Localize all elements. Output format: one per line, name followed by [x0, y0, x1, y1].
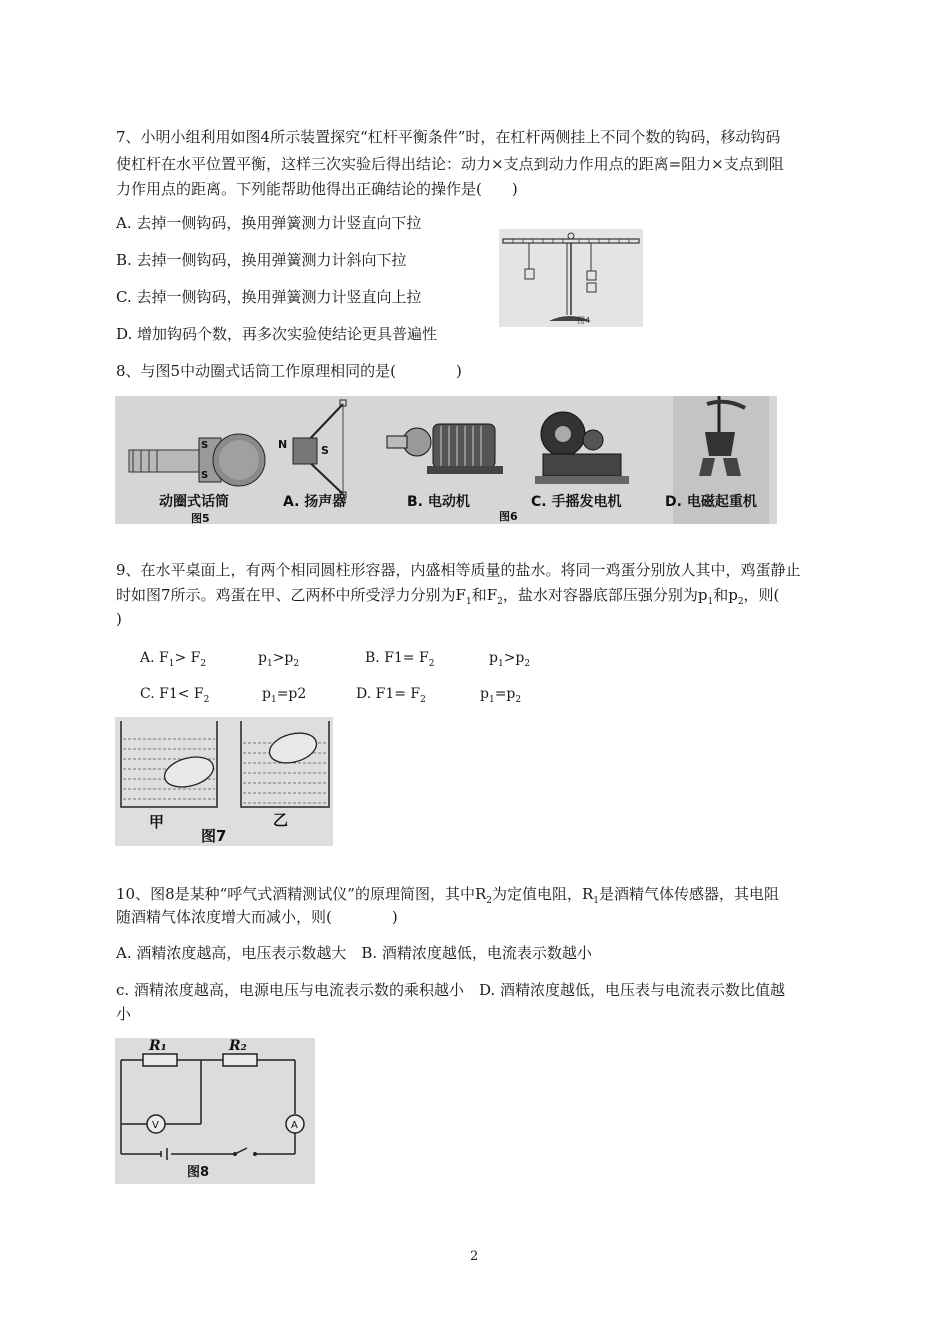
figure-8-circuit: [115, 1038, 315, 1184]
q9-option-b-force: B. $F1= F_2$: [365, 650, 435, 669]
circuit-diagram: [115, 1038, 315, 1184]
caption-speaker: A. 扬声器: [283, 494, 347, 510]
q8-line-1: 8、与图5中动圈式话筒工作原理相同的是( ): [116, 362, 462, 380]
q10-options-cd-end: 小: [116, 1005, 132, 1023]
svg-text:S: S: [201, 440, 209, 451]
q7-option-c: C. 去掉一侧钩码，换用弹簧测力计竖直向上拉: [116, 288, 422, 306]
q9-option-a-force: A. $F_1> F_2$: [140, 650, 207, 669]
speaker-drawing: [278, 400, 346, 498]
q7-line-2: 使杠杆在水平位置平衡，这样三次实验后得出结论：动力×支点到动力作用点的距离=阻力×支点到阻: [116, 155, 784, 173]
q9-option-b-pressure: $p_1>p_2$: [489, 650, 531, 669]
lever-diagram: [499, 229, 643, 327]
beaker-jia-label: 甲: [149, 813, 165, 831]
svg-text:S: S: [321, 444, 329, 457]
figure-7-label: 图7: [201, 827, 227, 845]
caption-generator: C. 手摇发电机: [531, 494, 622, 510]
resistor-r1-label: R₁: [149, 1038, 167, 1054]
figure-6-label: 图6: [499, 510, 518, 523]
figure-4-label: 图4: [577, 316, 591, 325]
figure-7-beakers: [115, 717, 333, 846]
beaker-yi-label: 乙: [273, 811, 289, 829]
voltmeter-label: V: [152, 1120, 159, 1131]
q7-option-d: D. 增加钩码个数，再多次实验使结论更具普遍性: [116, 325, 438, 343]
q9-option-d-force: D. $F1= F_2$: [356, 686, 426, 705]
q7-option-b: B. 去掉一侧钩码，换用弹簧测力计斜向下拉: [116, 251, 407, 269]
caption-crane: D. 电磁起重机: [665, 494, 757, 510]
motor-drawing: [387, 424, 503, 474]
beakers-diagram: [115, 717, 333, 846]
q7-option-a: A. 去掉一侧钩码，换用弹簧测力计竖直向下拉: [116, 214, 422, 232]
figure-5-label: 图5: [191, 512, 210, 524]
q10-options-cd: c. 酒精浓度越高，电源电压与电流表示数的乘积越小 D. 酒精浓度越低，电压表与电流表示数比值越: [116, 981, 785, 999]
figure-8-label: 图8: [187, 1165, 210, 1180]
q7-line-3: 力作用点的距离。下列能帮助他得出正确结论的操作是( ): [116, 180, 518, 198]
figure-4-lever: [499, 229, 643, 327]
q9-line-3: ): [116, 610, 122, 628]
q9-option-c-force: C. $F1< F_2$: [140, 686, 210, 705]
page-number: 2: [470, 1249, 479, 1264]
q9-option-c-pressure: $p_1=p2$: [262, 686, 307, 705]
ammeter-label: A: [291, 1120, 298, 1131]
resistor-r2-label: R₂: [229, 1038, 247, 1054]
microphone-drawing: [129, 434, 265, 486]
figure-5-6-drawings: [115, 396, 777, 524]
q9-line-2: 时如图7所示。鸡蛋在甲、乙两杯中所受浮力分别为$F_1$和$F_2$，盐水对容器底部压强分别为$p_1$和$p_2$，则(: [116, 586, 780, 607]
svg-text:S: S: [201, 470, 209, 481]
q9-option-a-pressure: $p_1>p_2$: [258, 650, 300, 669]
svg-text:N: N: [278, 438, 288, 451]
hand-generator-drawing: [535, 412, 629, 484]
q9-option-d-pressure: $p_1=p_2$: [480, 686, 522, 705]
q10-line-2: 随酒精气体浓度增大而减小，则( ): [116, 908, 398, 926]
caption-motor: B. 电动机: [407, 494, 470, 510]
q10-line-1: 10、图8是某种“呼气式酒精测试仪”的原理简图，其中$R_2$为定值电阻，$R_1$是酒精气体传感器，其电阻: [116, 885, 780, 906]
q10-options-ab: A. 酒精浓度越高，电压表示数越大 B. 酒精浓度越低，电流表示数越小: [116, 944, 592, 962]
q9-line-1: 9、在水平桌面上，有两个相同圆柱形容器，内盛相等质量的盐水。将同一鸡蛋分别放人其中，鸡蛋静止: [116, 561, 801, 579]
q7-line-1: 7、小明小组利用如图4所示装置探究“杠杆平衡条件”时，在杠杆两侧挂上不同个数的钩码，移动钩码: [116, 128, 781, 146]
caption-microphone: 动圈式话筒: [159, 494, 229, 510]
figure-5-6-strip: [115, 396, 777, 524]
